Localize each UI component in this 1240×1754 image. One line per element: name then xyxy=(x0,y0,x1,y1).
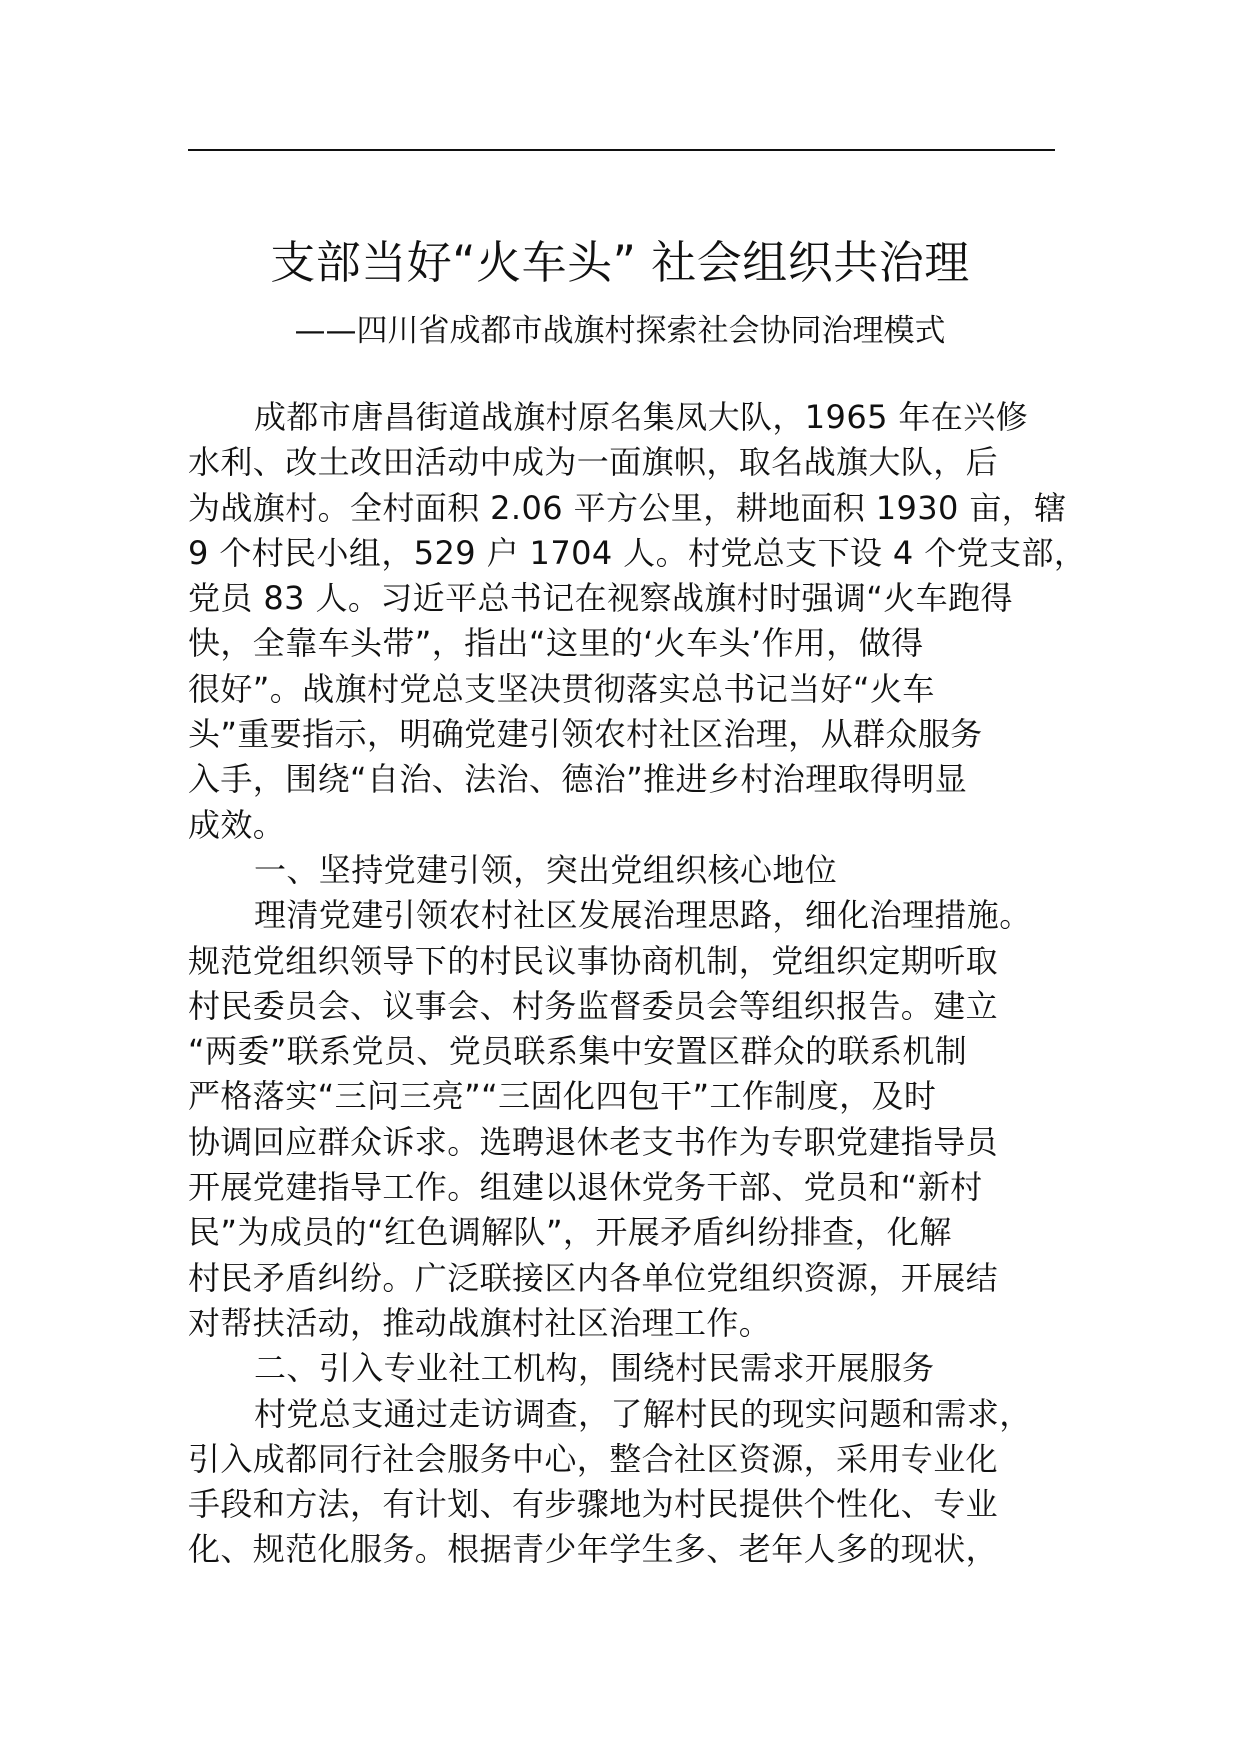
text-line: 村民委员会、议事会、村务监督委员会等组织报告。建立 xyxy=(188,986,999,1025)
header-rule xyxy=(188,149,1055,151)
text-line: 成都市唐昌街道战旗村原名集凤大队，1965 年在兴修 xyxy=(254,398,1029,436)
text-line: 村民矛盾纠纷。广泛联接区内各单位党组织资源，开展结 xyxy=(188,1258,999,1297)
text-line: 入手，围绕“自治、法治、德治”推进乡村治理取得明显 xyxy=(188,760,968,799)
text-line: 为战旗村。全村面积 2.06 平方公里，耕地面积 1930 亩，辖 xyxy=(188,488,1067,527)
text-line: 化、规范化服务。根据青少年学生多、老年人多的现状， xyxy=(188,1530,999,1569)
text-line: 村党总支通过走访调查，了解村民的现实问题和需求， xyxy=(254,1394,1032,1433)
text-line: 二、引入专业社工机构，围绕村民需求开展服务 xyxy=(254,1349,935,1388)
text-line: 党员 83 人。习近平总书记在视察战旗村时强调“火车跑得 xyxy=(188,579,1013,618)
text-line: 一、坚持党建引领，突出党组织核心地位 xyxy=(254,850,838,889)
document-body xyxy=(188,395,1087,1573)
text-line: 理清党建引领农村社区发展治理思路，细化治理措施。 xyxy=(254,896,1032,935)
text-line: “两委”联系党员、党员联系集中安置区群众的联系机制 xyxy=(188,1032,968,1071)
text-line: 手段和方法，有计划、有步骤地为村民提供个性化、专业 xyxy=(188,1485,999,1524)
text-line: 水利、改土改田活动中成为一面旗帜，取名战旗大队，后 xyxy=(188,443,999,482)
document-title: 支部当好“火车头” 社会组织共治理 xyxy=(270,236,970,289)
text-line: 开展党建指导工作。组建以退休党务干部、党员和“新村 xyxy=(188,1168,983,1207)
document-subtitle: ——四川省成都市战旗村探索社会协同治理模式 xyxy=(294,313,946,349)
text-line: 对帮扶活动，推动战旗村社区治理工作。 xyxy=(188,1303,772,1342)
text-line: 民”为成员的“红色调解队”，开展矛盾纠纷排查，化解 xyxy=(188,1213,952,1252)
text-line: 协调回应群众诉求。选聘退休老支书作为专职党建指导员 xyxy=(188,1122,999,1161)
text-line: 头”重要指示，明确党建引领农村社区治理，从群众服务 xyxy=(188,715,983,754)
text-line: 成效。 xyxy=(188,805,286,844)
text-line: 快，全靠车头带”，指出“这里的‘火车头’作用，做得 xyxy=(188,624,924,663)
text-line: 严格落实“三问三亮”“三固化四包干”工作制度，及时 xyxy=(188,1077,937,1116)
text-line: 很好”。战旗村党总支坚决贯彻落实总书记当好“火车 xyxy=(188,669,935,708)
text-line: 引入成都同行社会服务中心，整合社区资源，采用专业化 xyxy=(188,1439,999,1478)
text-line: 9 个村民小组，529 户 1704 人。村党总支下设 4 个党支部， xyxy=(188,533,1087,572)
text-line: 规范党组织领导下的村民议事协商机制，党组织定期听取 xyxy=(188,941,999,980)
